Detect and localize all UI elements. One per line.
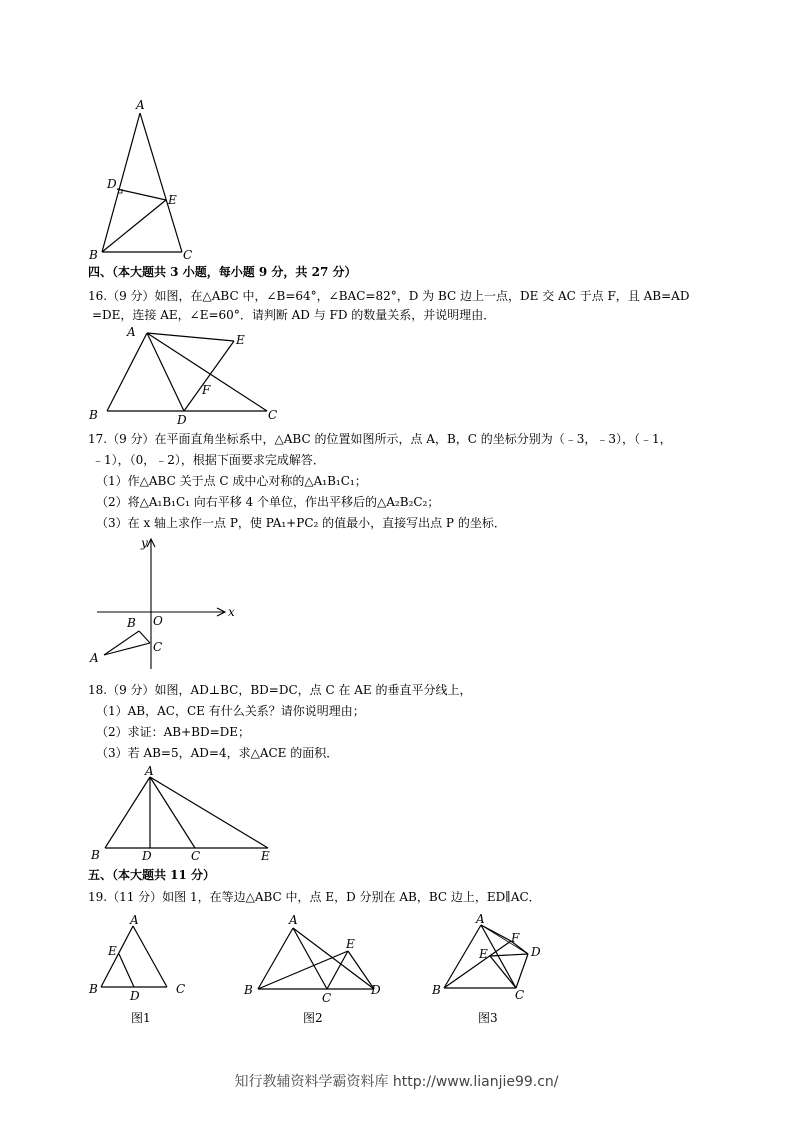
label-E: E: [168, 193, 177, 207]
label-B: B: [127, 616, 136, 630]
q18-part2: （2）求证：AB+BD=DE；: [96, 725, 251, 739]
q17-text-line1: 17.（9 分）在平面直角坐标系中，△ABC 的位置如图所示，点 A，B，C 的坐标分别为（﹣3，﹣3），（﹣1，: [88, 432, 672, 446]
figure-q17-axes: [85, 533, 250, 673]
label-x: x: [228, 605, 235, 619]
q17-part3: （3）在 x 轴上求作一点 P，使 PA₁+PC₂ 的值最小，直接写出点 P 的坐标．: [96, 516, 506, 530]
label-A: A: [476, 912, 485, 926]
label-B: B: [89, 408, 98, 422]
label-B: B: [91, 848, 100, 862]
section-5-heading: 五、（本大题共 11 分）: [88, 868, 216, 882]
label-B: B: [244, 983, 253, 997]
label-E: E: [346, 937, 355, 951]
q17-part1: （1）作△ABC 关于点 C 成中心对称的△A₁B₁C₁；: [96, 474, 367, 488]
footer-watermark: 知行教辅资料学霸资料库 http://www.lianjie99.cn/: [234, 1074, 559, 1090]
label-F: F: [511, 931, 520, 945]
q17-text-line2: ﹣1），（0，﹣2），根据下面要求完成解答．: [92, 453, 325, 467]
label-D: D: [371, 983, 381, 997]
label-C: C: [176, 982, 186, 996]
q16-text-line1: 16.（9 分）如图，在△ABC 中，∠B=64°，∠BAC=82°，D 为 BC 边上一点，DE 交 AC 于点 F，且 AB=AD: [88, 289, 690, 303]
label-D: D: [177, 413, 187, 425]
caption-fig3: 图3: [478, 1011, 498, 1025]
label-D: D: [107, 177, 117, 191]
label-A: A: [136, 98, 145, 112]
label-B: B: [89, 248, 98, 262]
q18-part3: （3）若 AB=5，AD=4，求△ACE 的面积．: [96, 746, 339, 760]
label-B: B: [89, 982, 98, 996]
figure-q18: [85, 763, 285, 865]
caption-fig1: 图1: [131, 1011, 151, 1025]
label-C: C: [515, 988, 525, 1002]
label-C: C: [322, 991, 332, 1005]
figure-q19-2: [240, 910, 390, 1030]
label-E: E: [479, 947, 488, 961]
label-y: y: [141, 536, 148, 550]
label-C: C: [183, 248, 193, 262]
label-E: E: [236, 333, 245, 347]
figure-q19-1: [85, 910, 195, 1030]
label-D: D: [130, 989, 140, 1003]
label-D: D: [142, 849, 152, 863]
label-B: B: [432, 983, 441, 997]
label-O: O: [153, 614, 163, 628]
caption-fig2: 图2: [303, 1011, 323, 1025]
q16-text-line2: =DE，连接 AE，∠E=60°．请判断 AD 与 FD 的数量关系，并说明理由．: [92, 308, 496, 322]
label-A: A: [90, 651, 99, 665]
label-A: A: [289, 913, 298, 927]
label-A: A: [130, 913, 139, 927]
label-D: D: [531, 945, 541, 959]
figure-q19-3: [428, 910, 558, 1030]
figure-triangle-top: [80, 95, 210, 265]
q17-part2: （2）将△A₁B₁C₁ 向右平移 4 个单位，作出平移后的△A₂B₂C₂；: [96, 495, 440, 509]
label-E: E: [108, 944, 117, 958]
label-C: C: [191, 849, 201, 863]
q19-text-line1: 19.（11 分）如图 1，在等边△ABC 中，点 E，D 分别在 AB，BC 边上，ED∥AC．: [88, 890, 541, 904]
q18-text-line1: 18.（9 分）如图，AD⊥BC，BD=DC，点 C 在 AE 的垂直平分线上，: [88, 683, 472, 697]
section-4-heading: 四、（本大题共 3 小题，每小题 9 分，共 27 分）: [88, 265, 357, 279]
label-A: A: [145, 764, 154, 778]
label-C: C: [268, 408, 278, 422]
label-E: E: [261, 849, 270, 863]
label-C: C: [153, 640, 163, 654]
q18-part1: （1）AB，AC，CE 有什么关系？请你说明理由；: [96, 704, 365, 718]
label-F: F: [202, 383, 211, 397]
figure-q16: [85, 323, 295, 425]
label-A: A: [127, 325, 136, 339]
